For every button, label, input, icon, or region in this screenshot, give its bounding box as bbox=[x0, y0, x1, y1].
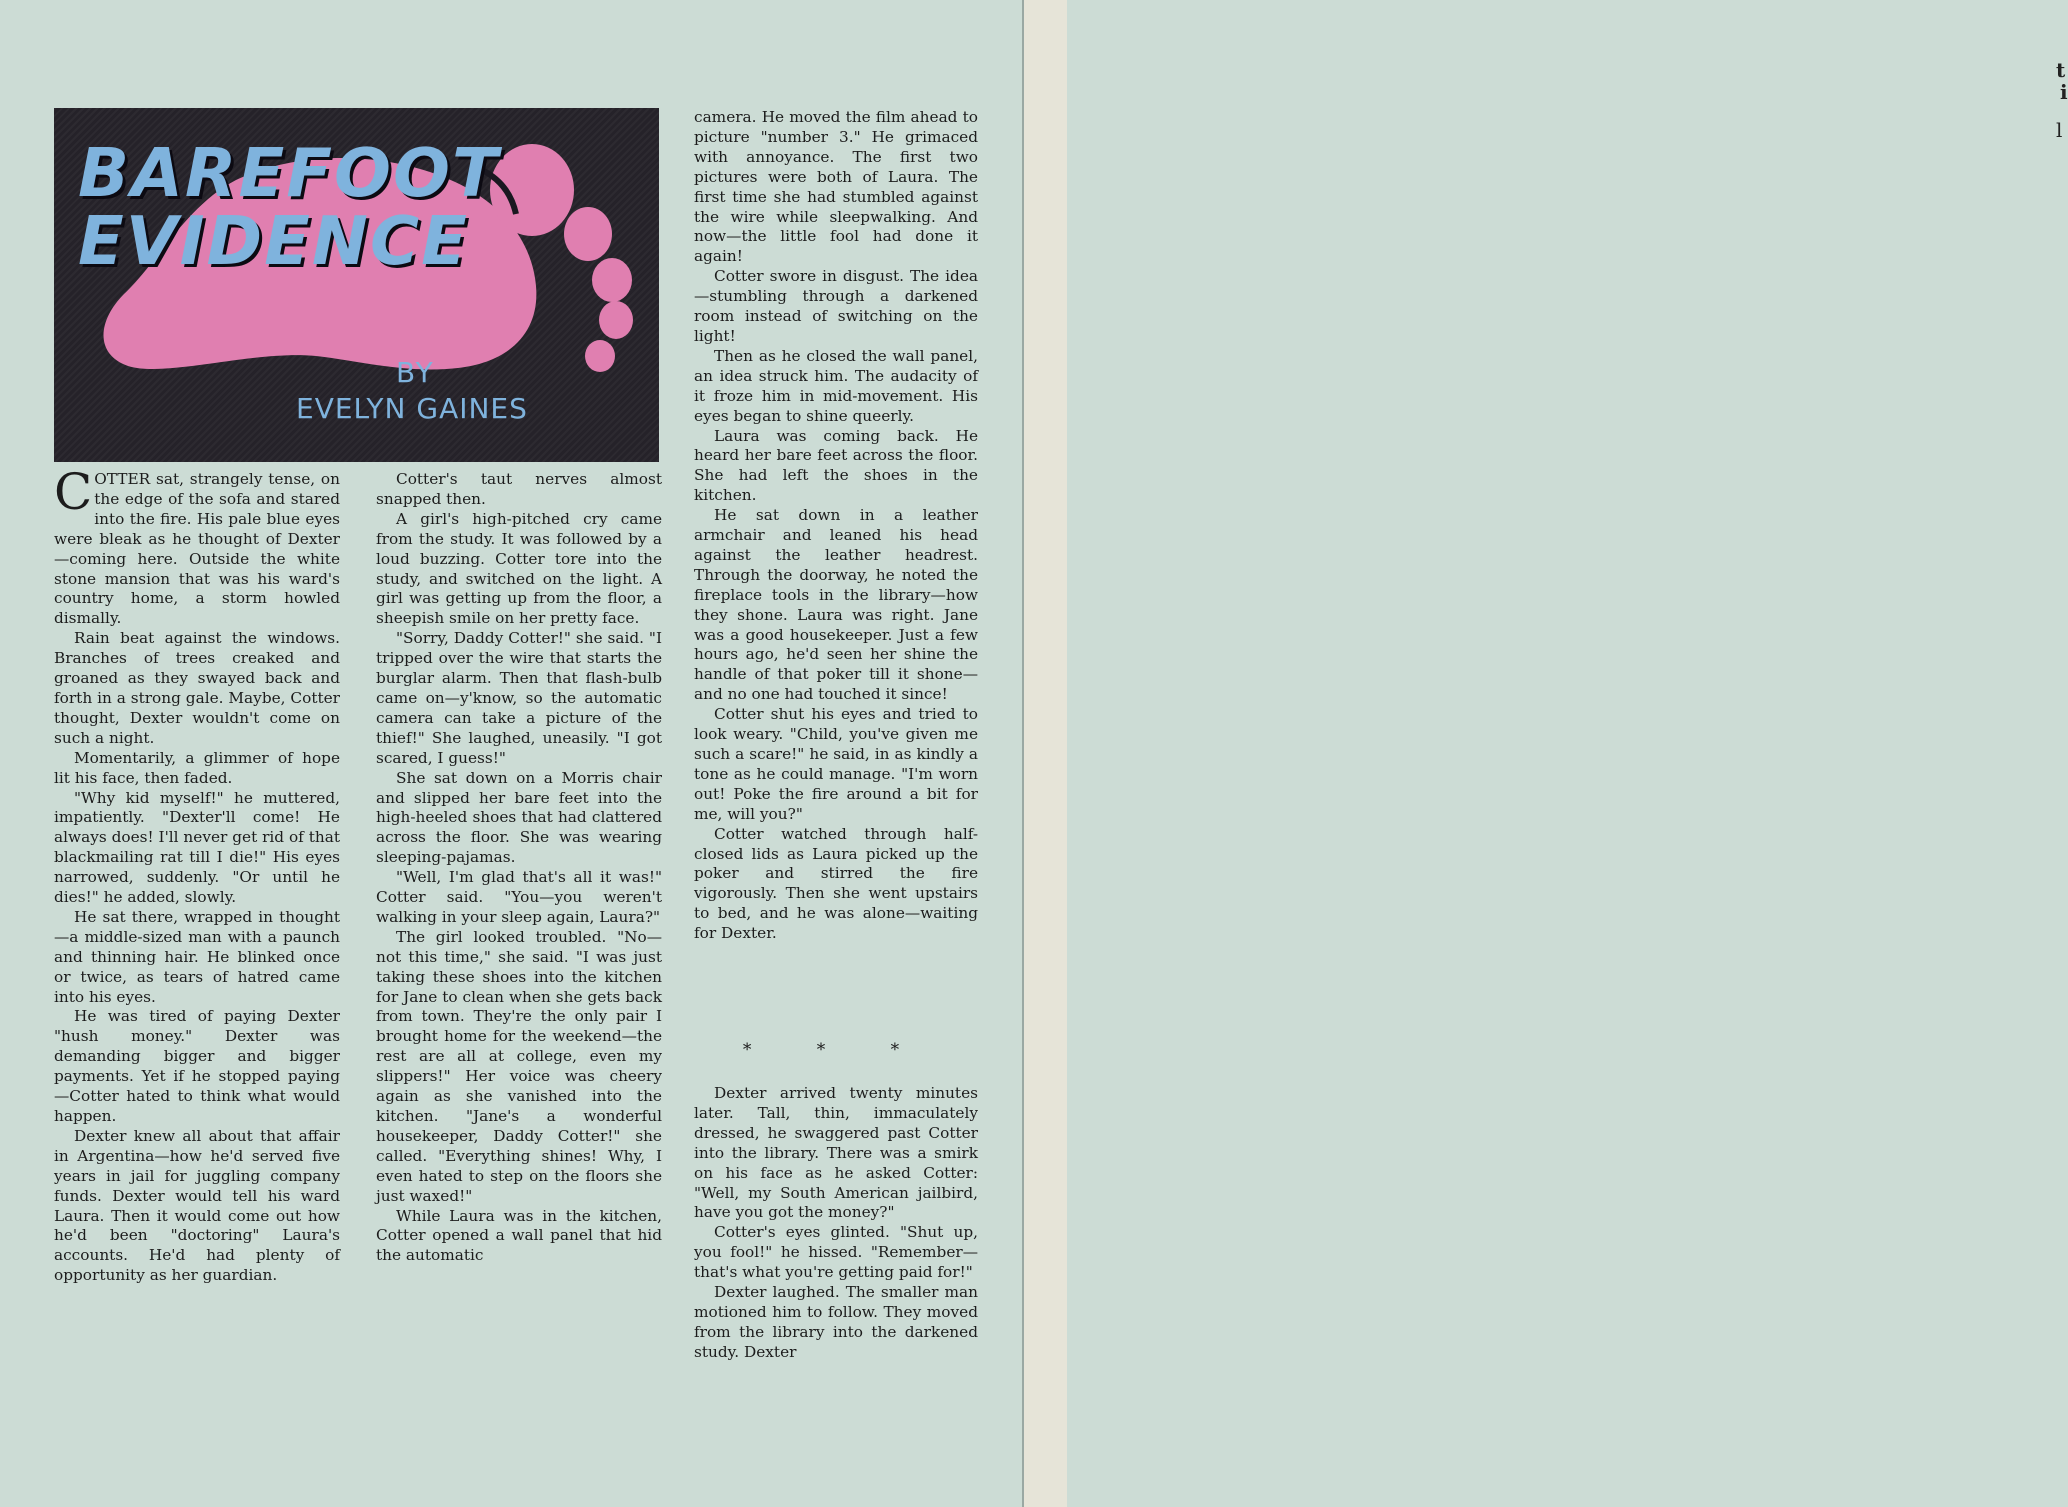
paragraph: "Well, I'm glad that's all it was!" Cotter said. "You—you weren't walking in your sleep again, Laura?" bbox=[376, 868, 662, 926]
paragraph: She sat down on a Morris chair and slipped her bare feet into the high-heeled shoes that had clattered across the floor. She was wearing sleeping-pajamas. bbox=[376, 768, 662, 867]
paragraph: Cotter's taut nerves almost snapped then. bbox=[376, 470, 662, 508]
toe-4 bbox=[599, 301, 633, 339]
paragraph: "Sorry, Daddy Cotter!" she said. "I tripped over the wire that starts the burglar alarm. Then that flash-bulb came on—y'know, so the automatic camera can take a picture of the thief!" She laughed, uneasily. "I got scared, I guess!" bbox=[376, 629, 662, 767]
paragraph: Dexter knew all about that affair in Argentina—how he'd served five years in jail for juggling company funds. Dexter would tell his ward Laura. Then it would come out how he'd been "doctoring" Laura's accounts. He'd had plenty of opportunity as her guardian. bbox=[54, 1126, 340, 1285]
paragraph: Then as he closed the wall panel, an idea struck him. The audacity of it froze him in mid-movement. His eyes began to shine queerly. bbox=[694, 346, 978, 425]
toe-2 bbox=[564, 207, 612, 261]
title-line-2: EVIDENCE bbox=[78, 202, 469, 280]
edge-letter: i bbox=[2060, 80, 2068, 104]
paragraph: A girl's high-pitched cry came from the study. It was followed by a loud buzzing. Cotter tore into the study, and switched on the light. A girl was getting up from the floor, a sheepish smile on her pretty face. bbox=[376, 509, 662, 628]
paragraph: Dexter arrived twenty minutes later. Tall, thin, immaculately dressed, he swaggered past Cotter into the library. There was a smirk on his face as he asked Cotter: "Well, my South American jailbird, have you got the money?" bbox=[694, 1084, 978, 1222]
paragraph: Cotter shut his eyes and tried to look weary. "Child, you've given me such a scare!" he said, in as kindly a tone as he could manage. "I'm worn out! Poke the fire around a bit for me, will you?" bbox=[694, 705, 978, 823]
paragraph: While Laura was in the kitchen, Cotter opened a wall panel that hid the automatic bbox=[376, 1206, 662, 1265]
paragraph: Rain beat against the windows. Branches of trees creaked and groaned as they swayed back and forth in a strong gale. Maybe, Cotter thought, Dexter wouldn't come on such a night. bbox=[54, 629, 340, 747]
section-separator: * * * bbox=[742, 1040, 930, 1060]
paragraph: He was tired of paying Dexter "hush money." Dexter was demanding bigger and bigger payments. Yet if he stopped paying—Cotter hated to think what would happen. bbox=[54, 1007, 340, 1125]
edge-letter: l bbox=[2056, 118, 2063, 142]
adjacent-page-edge bbox=[1022, 0, 2068, 1507]
column-1 bbox=[54, 463, 340, 1286]
toe-5 bbox=[585, 340, 615, 372]
column-2 bbox=[376, 470, 662, 1266]
byline-author: EVELYN GAINES bbox=[296, 392, 528, 425]
column-3-continued bbox=[694, 1084, 978, 1363]
paragraph: camera. He moved the film ahead to picture "number 3." He grimaced with annoyance. The first two pictures were both of Laura. The first time she had stumbled against the wire while sleepwalking. And now—the little fool had done it again! bbox=[694, 108, 978, 266]
paragraph: Laura was coming back. He heard her bare feet across the floor. She had left the shoes in the kitchen. bbox=[694, 426, 978, 505]
paragraph: Dexter laughed. The smaller man motioned him to follow. They moved from the library into the darkened study. Dexter bbox=[694, 1283, 978, 1361]
paragraph: Cotter swore in disgust. The idea—stumbling through a darkened room instead of switching on the light! bbox=[694, 267, 978, 345]
paragraph: COTTER sat, strangely tense, on the edge of the sofa and stared into the fire. His pale blue eyes were bleak as he thought of Dexter—coming here. Outside the white stone mansion that was his ward's country home, a storm howled dismally. bbox=[54, 463, 340, 628]
title-panel bbox=[54, 108, 659, 462]
paragraph: The girl looked troubled. "No—not this time," she said. "I was just taking these shoes into the kitchen for Jane to clean when she gets back from town. They're the only pair I brought home for the weekend—the rest are all at college, even my slippers!" Her voice was cheery again as she vanished into the kitchen. "Jane's a wonderful housekeeper, Daddy Cotter!" she called. "Everything shines! Why, I even hated to step on the floors she just waxed!" bbox=[376, 927, 662, 1205]
edge-letter: t bbox=[2056, 58, 2066, 82]
paragraph: Cotter watched through half-closed lids as Laura picked up the poker and stirred the fire vigorously. Then she went upstairs to bed, and he was alone—waiting for Dexter. bbox=[694, 824, 978, 943]
paragraph: He sat down in a leather armchair and leaned his head against the leather headrest. Through the doorway, he noted the fireplace tools in the library—how they shone. Laura was right. Jane was a good housekeeper. Just a few hours ago, he'd seen her shine the handle of that poker till it shone—and no one had touched it since! bbox=[694, 506, 978, 704]
drop-cap: C bbox=[54, 463, 93, 521]
toe-3 bbox=[592, 258, 632, 302]
paragraph: Cotter's eyes glinted. "Shut up, you fool!" he hissed. "Remember—that's what you're getting paid for!" bbox=[694, 1223, 978, 1282]
column-3 bbox=[694, 108, 978, 944]
paragraph: Momentarily, a glimmer of hope lit his face, then faded. bbox=[54, 748, 340, 787]
byline-by: BY bbox=[396, 356, 435, 389]
paragraph: He sat there, wrapped in thought—a middle-sized man with a paunch and thinning hair. He blinked once or twice, as tears of hatred came into his eyes. bbox=[54, 907, 340, 1006]
title-line-1: BAREFOOT bbox=[78, 134, 500, 212]
paragraph: "Why kid myself!" he muttered, impatiently. "Dexter'll come! He always does! I'll never get rid of that blackmailing rat till I die!" His eyes narrowed, suddenly. "Or until he dies!" he added, slowly. bbox=[54, 788, 340, 907]
